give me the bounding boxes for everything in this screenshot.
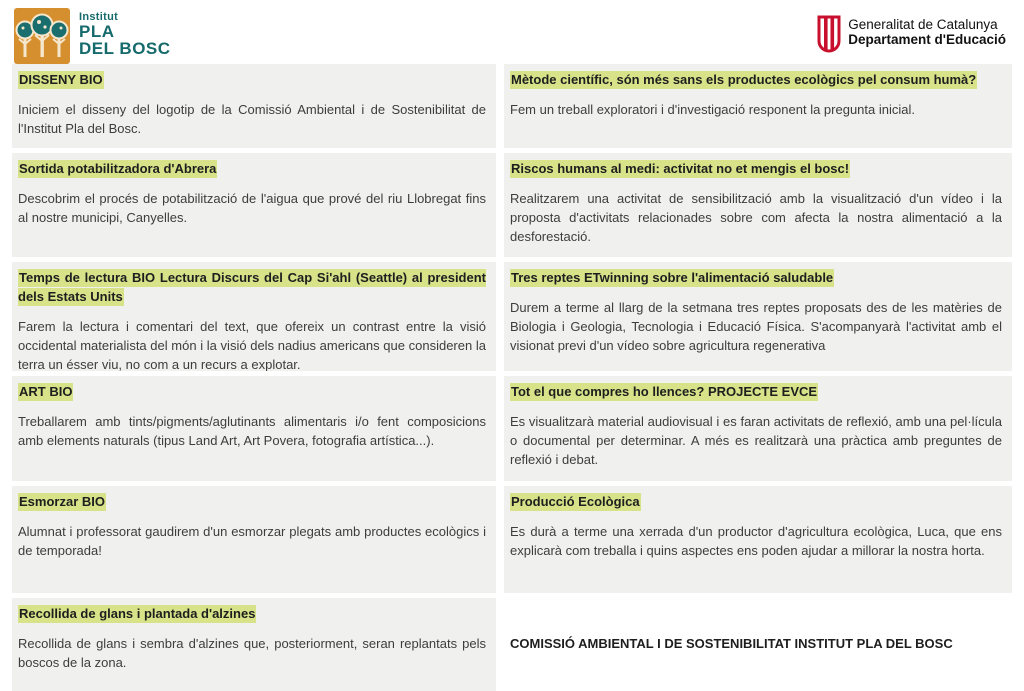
activity-title: Temps de lectura BIO Lectura Discurs del Cap Si'ahl (Seattle) al president dels Estats Units [18,270,486,304]
committee-name: COMISSIÓ AMBIENTAL I DE SOSTENIBILITAT INSTITUT PLA DEL BOSC [510,636,953,651]
gencat-line2: Departament d'Educació [848,32,1006,47]
activity-description: Es visualitzarà material audiovisual i es faran activitats de reflexió, amb una pel·lícula o documental per determinar. A més es realitzarà una pràctica amb preguntes de reflexió i debat. [510,414,1002,467]
activity-block [504,64,1012,148]
activity-title: Sortida potabilitzadora d'Abrera [19,161,217,176]
activity-description: Alumnat i professorat gaudirem d'un esmorzar plegats amb productes ecològics i de temporada! [18,524,486,558]
activity-title: Recollida de glans i plantada d'alzines [19,606,256,621]
activity-description: Durem a terme al llarg de la setmana tres reptes proposats des de les matèries de Biologia i Geologia, Tecnologia i Educació Física. S'acompanyarà l'activitat amb el visionat previ d'un vídeo sobre agricultura regenerativa [510,300,1002,353]
committee-footer [504,598,1012,691]
activity-block [12,64,496,148]
activity-block [504,486,1012,593]
activity-block [12,598,496,691]
activity-block [504,153,1012,257]
activity-title: Tres reptes ETwinning sobre l'alimentació saludable [511,270,834,285]
activity-description: Treballarem amb tints/pigments/aglutinants alimentaris i/o fent composicions amb elements naturals (tipus Land Art, Art Povera, fotografia artística...). [18,414,486,448]
activity-description: Es durà a terme una xerrada d'un productor d'agricultura ecològica, Luca, que ens explicarà com treballa i quins aspectes ens poden ajudar a millorar la nostra horta. [510,524,1002,558]
school-name-small: Institut [79,11,119,23]
school-logo [14,8,171,64]
activity-block [12,376,496,481]
page-header [0,0,1024,64]
school-name-line2: DEL BOSC [79,39,171,58]
activity-block [12,153,496,257]
activity-description: Recollida de glans i sembra d'alzines que, posteriorment, seran replantats pels boscos de la zona. [18,636,486,670]
gencat-line1: Generalitat de Catalunya [848,17,998,32]
activity-description: Iniciem el disseny del logotip de la Comissió Ambiental i de Sostenibilitat de l'Institut Pla del Bosc. [18,102,486,136]
activity-title: ART BIO [19,384,73,399]
school-name-line1: PLA [79,22,115,41]
senyera-icon [817,15,841,53]
activity-title: Producció Ecològica [511,494,640,509]
activity-block [12,486,496,593]
activity-title: Riscos humans al medi: activitat no et mengis el bosc! [511,161,850,176]
activity-description: Farem la lectura i comentari del text, que ofereix un contrast entre la visió occidental materialista del món i la visió dels nadius americans que consideren la terra un ésser viu, no com a un recurs a explotar. [18,319,486,371]
activity-block [504,376,1012,481]
activity-title: DISSENY BIO [19,72,103,87]
activities-grid [12,64,1014,691]
gencat-logo [817,8,1006,53]
activity-description: Fem un treball exploratori i d'investigació responent la pregunta inicial. [510,102,915,117]
activity-description: Realitzarem una activitat de sensibilització amb la visualització d'un vídeo i la proposta d'activitats relacionades sobre com afecta la nostra alimentació a la desforestació. [510,191,1002,244]
gencat-logo-text [848,15,1006,48]
activity-block [504,262,1012,371]
activity-block [12,262,496,371]
activity-description: Descobrim el procés de potabilització de l'aigua que prové del riu Llobregat fins al nostre municipi, Canyelles. [18,191,486,225]
trees-icon [14,8,70,64]
activity-title: Mètode científic, són més sans els productes ecològics pel consum humà? [511,72,977,87]
activity-title: Tot el que compres ho llences? PROJECTE EVCE [511,384,818,399]
school-logo-text [79,8,171,57]
activity-title: Esmorzar BIO [19,494,105,509]
